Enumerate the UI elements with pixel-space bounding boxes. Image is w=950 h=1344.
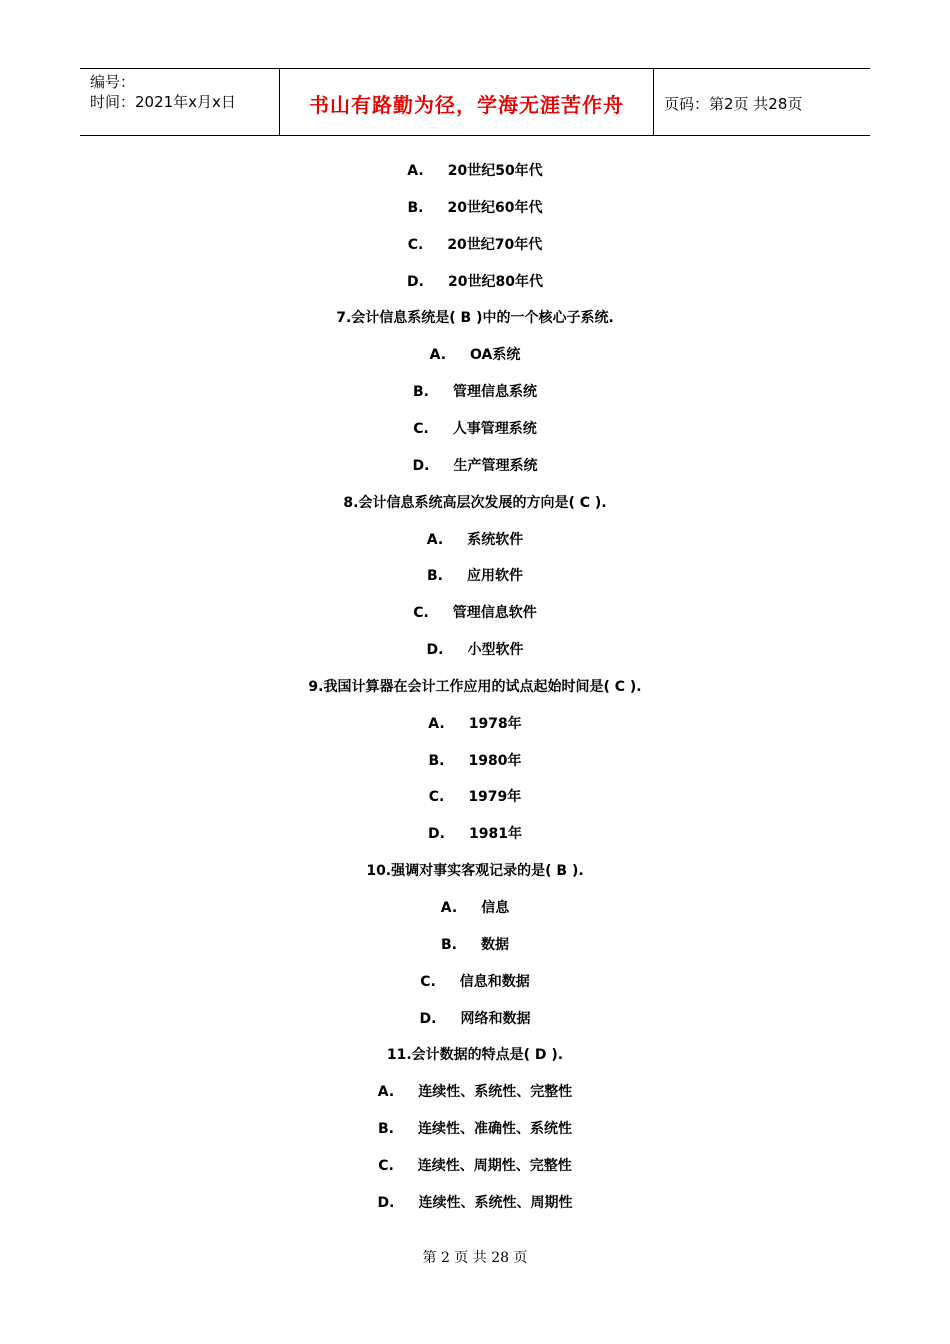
answer-option	[0, 420, 950, 438]
answer-option	[0, 1010, 950, 1028]
option-text: OA系统	[470, 347, 521, 364]
option-text: 应用软件	[467, 568, 523, 585]
answer-option	[0, 162, 950, 180]
header-middle-cell	[280, 69, 654, 135]
option-text: 20世纪80年代	[447, 273, 543, 290]
answer-option	[0, 273, 950, 291]
option-text: 系统软件	[467, 531, 524, 548]
option-letter: B.	[428, 752, 445, 769]
option-letter: A.	[440, 900, 458, 916]
header-right-cell	[654, 69, 870, 135]
answer-option	[0, 604, 950, 622]
option-text: 1980年	[468, 752, 522, 769]
answer-option	[0, 825, 950, 843]
option-text: 信息	[481, 900, 510, 916]
answer-option	[0, 788, 950, 806]
answer-option	[0, 715, 950, 733]
option-text: 人事管理系统	[452, 420, 537, 437]
option-text: 1978年	[468, 715, 522, 732]
document-number-label: 编号：	[90, 73, 136, 91]
option-letter: B.	[407, 199, 424, 216]
option-letter: A.	[407, 163, 424, 179]
option-text: 20世纪70年代	[447, 236, 543, 253]
question-text: 9.我国计算器在会计工作应用的试点起始时间是( C ).	[308, 678, 642, 695]
option-letter: A.	[429, 347, 447, 364]
answer-option	[0, 531, 950, 549]
option-letter: D.	[407, 273, 424, 290]
option-letter: B.	[378, 1121, 394, 1138]
header-left-cell	[80, 69, 280, 135]
header-motto: 书山有路勤为径，学海无涯苦作舟	[309, 93, 624, 117]
option-text: 信息和数据	[459, 973, 530, 990]
option-letter: C.	[413, 605, 429, 622]
question-text: 7.会计信息系统是( B )中的一个核心子系统.	[336, 310, 614, 327]
option-letter: A.	[426, 531, 444, 548]
option-text: 生产管理系统	[453, 457, 538, 474]
option-letter: B.	[413, 384, 429, 401]
answer-option	[0, 899, 950, 917]
answer-option	[0, 199, 950, 217]
option-text: 管理信息软件	[452, 605, 537, 622]
option-letter: B.	[441, 936, 457, 953]
option-text: 连续性、周期性、完整性	[417, 1157, 572, 1174]
answer-option	[0, 346, 950, 364]
option-letter: A.	[428, 715, 445, 732]
answer-option	[0, 1083, 950, 1101]
option-text: 数据	[481, 936, 509, 953]
option-letter: D.	[426, 642, 444, 659]
answer-option	[0, 936, 950, 954]
option-letter: A.	[377, 1084, 395, 1101]
option-text: 1979年	[468, 789, 522, 806]
header-page-info: 页码：第2页 共28页	[664, 95, 803, 113]
option-text: 连续性、准确性、系统性	[418, 1121, 572, 1138]
answer-option	[0, 1194, 950, 1212]
option-text: 20世纪60年代	[447, 199, 543, 216]
option-letter: D.	[377, 1194, 395, 1211]
page-header	[80, 68, 870, 136]
question-text: 11.会计数据的特点是( D ).	[386, 1047, 564, 1064]
option-text: 20世纪50年代	[447, 163, 543, 179]
option-letter: B.	[427, 568, 443, 585]
option-letter: C.	[413, 420, 429, 437]
answer-option	[0, 641, 950, 659]
option-letter: C.	[407, 236, 424, 253]
answer-option	[0, 973, 950, 991]
option-letter: D.	[412, 457, 430, 474]
answer-option	[0, 457, 950, 475]
answer-option	[0, 236, 950, 254]
option-text: 连续性、系统性、完整性	[418, 1084, 573, 1101]
option-letter: C.	[420, 973, 436, 990]
document-time-label: 时间：2021年x月x日	[90, 93, 236, 111]
answer-option	[0, 1157, 950, 1175]
option-text: 小型软件	[467, 642, 524, 659]
option-letter: C.	[428, 789, 445, 806]
option-text: 网络和数据	[460, 1010, 531, 1027]
option-letter: D.	[419, 1010, 437, 1027]
question-text: 10.强调对事实客观记录的是( B ).	[366, 863, 584, 880]
option-letter: C.	[378, 1157, 394, 1174]
answer-option	[0, 383, 950, 401]
answer-option	[0, 567, 950, 585]
option-text: 管理信息系统	[453, 384, 537, 401]
answer-option	[0, 1120, 950, 1138]
page-footer: 第 2 页 共 28 页	[422, 1250, 528, 1266]
option-letter: D.	[428, 826, 445, 843]
option-text: 1981年	[468, 826, 522, 843]
question-text: 8.会计信息系统高层次发展的方向是( C ).	[343, 494, 607, 511]
option-text: 连续性、系统性、周期性	[418, 1194, 573, 1211]
answer-option	[0, 752, 950, 770]
